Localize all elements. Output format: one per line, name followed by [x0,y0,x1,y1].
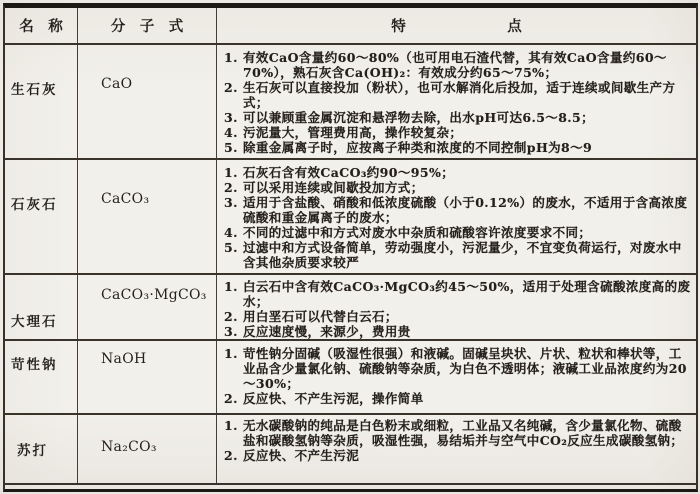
feature-item [224,225,692,240]
feature-number: 3. [224,110,238,125]
feature-item [224,140,692,155]
feature-text: 石灰石含有效CaCO₃约90～95%； [243,165,455,180]
feature-text: 有效CaO含量约60～80%（也可用电石渣代替，其有效CaO含量约60～70%），熟石灰含Ca(OH)₂：有效成分约65～75%； [243,50,667,80]
feature-text: 用白垩石可以代替白云石； [243,309,398,324]
column-header-features: 特 点 [391,18,522,35]
feature-item [224,180,692,195]
feature-text: 反应速度慢，来源少，费用贵 [243,324,411,339]
feature-item [224,125,692,140]
feature-item [224,279,692,309]
feature-number: 4. [224,225,238,240]
formula-cell: CaCO₃ [78,160,217,273]
features-cell [217,341,696,413]
feature-item [224,110,692,125]
feature-text: 除重金属离子时，应按离子种类和浓度的不同控制pH为8～9 [243,140,593,155]
feature-number: 4. [224,125,238,140]
name-cell: 生石灰 [5,45,78,158]
feature-number: 2. [224,309,238,324]
feature-text: 反应快、不产生污泥，操作简单 [243,391,424,406]
table-row-limestone [5,160,696,275]
feature-text: 无水碳酸钠的纯品是白色粉末或细粒，工业品又名纯碱，含少量氯化物、硫酸盐和碳酸氢钠等杂质，吸湿性强，易结垢并与空气中CO₂反应生成碳酸氢钠； [243,418,684,448]
feature-number: 1. [224,165,238,180]
feature-text: 污泥量大，管理费用高，操作较复杂； [243,125,463,140]
feature-number: 1. [224,418,238,433]
feature-item [224,346,692,391]
feature-number: 5. [224,240,238,255]
formula-cell: CaO [78,45,217,158]
formula-cell: NaOH [78,341,217,413]
feature-text: 过滤中和方式设备简单，劳动强度小，污泥量少，不宜变负荷运行，对废水中含其他杂质要求较严 [243,240,682,270]
feature-number: 5. [224,140,238,155]
feature-text: 可以采用连续或间歇投加方式； [243,180,424,195]
column-header-name: 名 称 [5,8,78,43]
feature-number: 3. [224,324,238,339]
features-cell [217,415,696,483]
table-row-soda-ash [5,415,696,485]
feature-item [224,80,692,110]
table-row-caustic-soda [5,341,696,415]
table-header-row [5,8,696,45]
feature-text: 适用于含盐酸、硝酸和低浓度硫酸（小于0.12%）的废水，不适用于含高浓度硫酸和重金属离子的废水； [243,195,688,225]
column-header-formula: 分 子 式 [78,8,217,43]
chemical-reagents-table [3,3,698,492]
feature-text: 白云石中含有效CaCO₃·MgCO₃约45～50%，适用于处理含硫酸浓度高的废水； [243,279,691,309]
feature-item [224,240,692,270]
feature-item [224,448,692,463]
name-cell: 苛性钠 [5,341,78,413]
feature-item [224,165,692,180]
feature-text: 反应快、不产生污泥 [243,448,360,463]
feature-item [224,195,692,225]
feature-item [224,50,692,80]
feature-number: 1. [224,346,238,361]
name-cell: 苏打 [5,415,78,483]
name-cell: 大理石 [5,275,78,339]
feature-number: 2. [224,180,238,195]
feature-text: 生石灰可以直接投加（粉状），也可水解消化后投加，适于连续或间歇生产方式； [243,80,676,110]
feature-number: 2. [224,80,238,95]
formula-cell: CaCO₃·MgCO₃ [78,275,217,339]
feature-number: 2. [224,448,238,463]
name-cell: 石灰石 [5,160,78,273]
features-cell [217,45,696,158]
feature-text: 可以兼顾重金属沉淀和悬浮物去除，出水pH可达6.5～8.5； [243,110,595,125]
feature-item [224,418,692,448]
table-row-quicklime [5,45,696,160]
bottom-double-rule-gap [5,485,696,489]
feature-number: 2. [224,391,238,406]
feature-item [224,324,692,339]
feature-text: 苛性钠分固碱（吸湿性很强）和液碱。固碱呈块状、片状、粒状和棒状等，工业品含少量氯化钠、硫酸钠等杂质，为白色不透明体；液碱工业品浓度约为20～30%； [243,346,687,391]
features-cell [217,275,696,339]
features-cell [217,160,696,273]
feature-item [224,309,692,324]
feature-item [224,391,692,406]
feature-number: 3. [224,195,238,210]
table-row-marble [5,275,696,341]
feature-number: 1. [224,50,238,65]
formula-cell: Na₂CO₃ [78,415,217,483]
feature-text: 不同的过滤中和方式对废水中杂质和硫酸容许浓度要求不同； [243,225,592,240]
feature-number: 1. [224,279,238,294]
